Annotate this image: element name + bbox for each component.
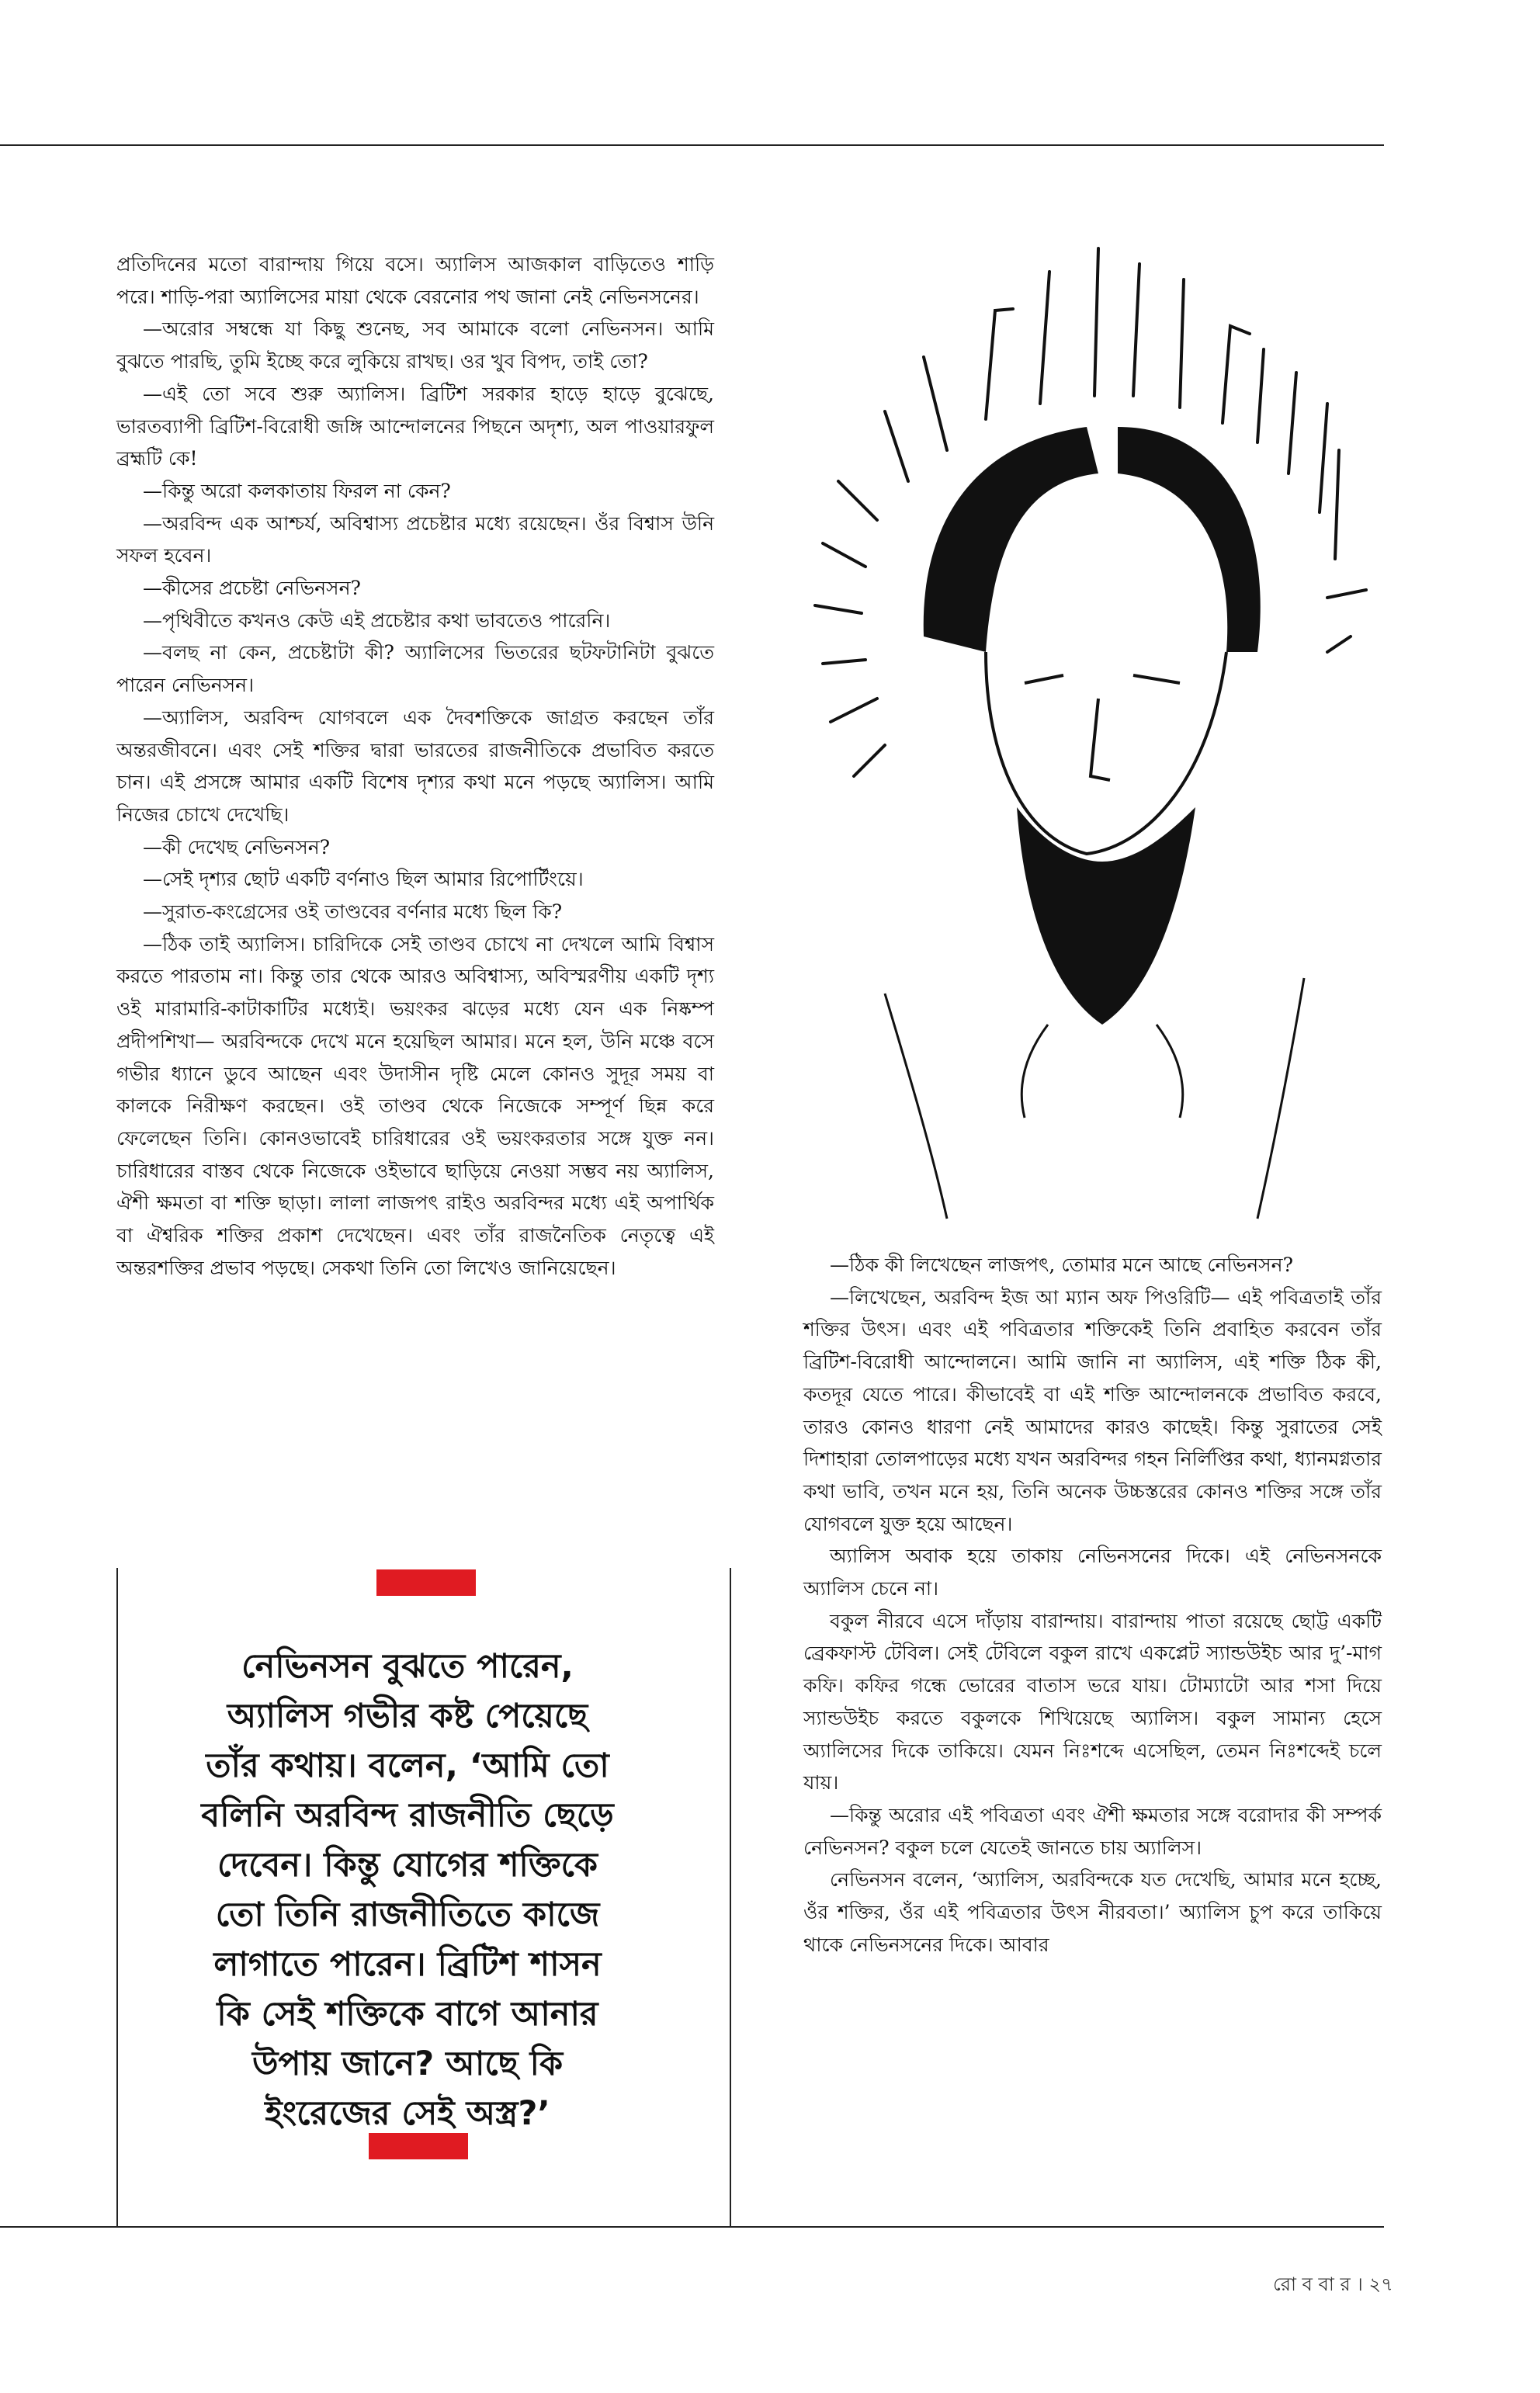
pull-quote-line: ইংরেজের সেই অস্ত্র?’ [265, 2094, 550, 2133]
accent-bar-bottom [369, 2133, 468, 2159]
paragraph: বকুল নীরবে এসে দাঁড়ায় বারান্দায়। বারান্দায় পাতা রয়েছে ছোট্ট একটি ব্রেকফাস্ট টেবিল। সেই টেবিলে বকুল রাখে একপ্লেট স্যান্ডউইচ আর দু’-মাগ কফি। কফির গন্ধে ভোরের বাতাস ভরে যায়। টোম্যাটো আর শসা দিয়ে স্যান্ডউইচ করতে বকুলকে শিখিয়েছে অ্যালিস। বকুল সামান্য হেসে অ্যালিসের দিকে তাকিয়ে। যেমন নিঃশব্দে এসেছিল, তেমন নিঃশব্দেই চলে যায়। [803, 1609, 1382, 1795]
aurobindo-sketch-illustration [792, 217, 1389, 1226]
paragraph: —কীসের প্রচেষ্টা নেভিনসন? [143, 577, 361, 600]
pull-quote-line: নেভিনসন বুঝতে পারেন, [241, 1647, 574, 1686]
footer-rule [0, 2226, 1384, 2228]
right-column [803, 1249, 1382, 1961]
paragraph: —সেই দৃশ্যর ছোট একটি বর্ণনাও ছিল আমার রিপোর্টিংয়ে। [143, 868, 584, 891]
pull-quote-line: লাগাতে পারেন। ব্রিটিশ শাসন [213, 1945, 602, 1984]
paragraph: নেভিনসন বলেন, ‘অ্যালিস, অরবিন্দকে যত দেখেছি, আমার মনে হচ্ছে, ওঁর শক্তির, ওঁর এই পবিত্রতার উৎস নীরবতা।’ অ্যালিস চুপ করে তাকিয়ে থাকে নেভিনসনের দিকে। আবার [803, 1868, 1382, 1956]
paragraph: —কিন্তু অরোর এই পবিত্রতা এবং ঐশী ক্ষমতার সঙ্গে বরোদার কী সম্পর্ক নেভিনসন? বকুল চলে যেতেই জানতে চায় অ্যালিস। [803, 1803, 1382, 1859]
paragraph: প্রতিদিনের মতো বারান্দায় গিয়ে বসে। অ্যালিস আজকাল বাড়িতেও শাড়ি পরে। শাড়ি-পরা অ্যালিসের মায়া থেকে বেরনোর পথ জানা নেই নেভিনসনের। [116, 253, 714, 308]
paragraph: —এই তো সবে শুরু অ্যালিস। ব্রিটিশ সরকার হাড়ে হাড়ে বুঝেছে, ভারতব্যাপী ব্রিটিশ-বিরোধী জঙ্গি আন্দোলনের পিছনে অদৃশ্য, অল পাওয়ারফুল ব্রহ্মটি কে! [116, 382, 714, 470]
pull-quote-line: তো তিনি রাজনীতিতে কাজে [215, 1895, 600, 1934]
paragraph: —লিখেছেন, অরবিন্দ ইজ আ ম্যান অফ পিওরিটি— এই পবিত্রতাই তাঁর শক্তির উৎস। এবং এই পবিত্রতার শক্তিকেই তিনি প্রবাহিত করবেন তাঁর ব্রিটিশ-বিরোধী আন্দোলনে। আমি জানি না অ্যালিস, এই শক্তি ঠিক কী, কতদূর যেতে পারে। কীভাবেই বা এই শক্তি আন্দোলনকে প্রভাবিত করবে, তারও কোনও ধারণা নেই আমাদের কারও কাছেই। কিন্তু সুরাতের সেই দিশাহারা তোলপাড়ের মধ্যে যখন অরবিন্দর গহন নির্লিপ্তির কথা, ধ্যানমগ্নতার কথা ভাবি, তখন মনে হয়, তিনি অনেক উচ্চস্তরের কোনও শক্তির সঙ্গে তাঁর যোগবলে যুক্ত হয়ে আছেন। [803, 1285, 1382, 1535]
paragraph: —পৃথিবীতে কখনও কেউ এই প্রচেষ্টার কথা ভাবতেও পারেনি। [143, 609, 611, 632]
pullquote-left-border [116, 1568, 118, 2226]
pull-quote-line: অ্যালিস গভীর কষ্ট পেয়েছে [227, 1697, 588, 1736]
pull-quote-line: বলিনি অরবিন্দ রাজনীতি ছেড়ে [201, 1796, 614, 1835]
paragraph: —কিন্তু অরো কলকাতায় ফিরল না কেন? [143, 479, 451, 502]
pull-quote-line: দেবেন। কিন্তু যোগের শক্তিকে [217, 1846, 598, 1885]
paragraph: —কী দেখেছ নেভিনসন? [143, 835, 331, 858]
paragraph: —সুরাত-কংগ্রেসের ওই তাণ্ডবের বর্ণনার মধ্যে ছিল কি? [143, 900, 563, 924]
paragraph: —বলছ না কেন, প্রচেষ্টাটা কী? অ্যালিসের ভিতরের ছটফটানিটা বুঝতে পারেন নেভিনসন। [116, 641, 714, 697]
paragraph: —অ্যালিস, অরবিন্দ যোগবলে এক দৈবশক্তিকে জাগ্রত করছেন তাঁর অন্তরজীবনে। এবং সেই শক্তির দ্বারা ভারতের রাজনীতিকে প্রভাবিত করতে চান। এই প্রসঙ্গে আমার একটি বিশেষ দৃশ্যর কথা মনে পড়ছে অ্যালিস। আমি নিজের চোখে দেখেছি। [116, 706, 714, 826]
column-divider [730, 1568, 731, 2226]
pull-quote-line: তাঁর কথায়। বলেন, ‘আমি তো [206, 1746, 609, 1785]
paragraph: অ্যালিস অবাক হয়ে তাকায় নেভিনসনের দিকে। এই নেভিনসনকে অ্যালিস চেনে না। [803, 1545, 1382, 1601]
left-column [116, 248, 714, 1285]
pull-quote [175, 1642, 640, 2138]
paragraph: —ঠিক তাই অ্যালিস। চারিদিকে সেই তাণ্ডব চোখে না দেখলে আমি বিশ্বাস করতে পারতাম না। কিন্তু তার থেকে আরও অবিশ্বাস্য, অবিস্মরণীয় একটি দৃশ্য ওই মারামারি-কাটাকাটির মধ্যেই। ভয়ংকর ঝড়ের মধ্যে যেন এক নিষ্কম্প প্রদীপশিখা— অরবিন্দকে দেখে মনে হয়েছিল আমার। মনে হল, উনি মঞ্চে বসে গভীর ধ্যানে ডুবে আছেন এবং উদাসীন দৃষ্টি মেলে কোনও সুদূর সময় বা কালকে নিরীক্ষণ করছেন। ওই তাণ্ডব থেকে নিজেকে সম্পূর্ণ ছিন্ন করে ফেলেছেন তিনি। কোনওভাবেই চারিধারের ওই ভয়ংকরতার সঙ্গে যুক্ত নন। চারিধারের বাস্তব থেকে নিজেকে ওইভাবে ছাড়িয়ে নেওয়া সম্ভব নয় অ্যালিস, ঐশী ক্ষমতা বা শক্তি ছাড়া। লালা লাজপৎ রাইও অরবিন্দর মধ্যে এই অপার্থিক বা ঐশ্বরিক শক্তির প্রকাশ দেখেছেন। এবং তাঁর রাজনৈতিক নেতৃত্বে এই অন্তরশক্তির প্রভাব পড়ছে। সেকথা তিনি তো লিখেও জানিয়েছেন। [116, 932, 714, 1279]
accent-bar-top [376, 1569, 476, 1596]
paragraph: —অরবিন্দ এক আশ্চর্য, অবিশ্বাস্য প্রচেষ্টার মধ্যে রয়েছেন। ওঁর বিশ্বাস উনি সফল হবেন। [116, 512, 714, 567]
pull-quote-line: কি সেই শক্তিকে বাগে আনার [217, 1995, 598, 2034]
pull-quote-line: উপায় জানে? আছে কি [251, 2044, 564, 2083]
page-folio: রো ব বা র । ২৭ [1273, 2273, 1393, 2295]
header-rule [0, 144, 1384, 146]
paragraph: —অরোর সম্বন্ধে যা কিছু শুনেছ, সব আমাকে বলো নেভিনসন। আমি বুঝতে পারছি, তুমি ইচ্ছে করে লুকিয়ে রাখছ। ওর খুব বিপদ, তাই তো? [116, 317, 714, 373]
paragraph: —ঠিক কী লিখেছেন লাজপৎ, তোমার মনে আছে নেভিনসন? [830, 1254, 1294, 1276]
